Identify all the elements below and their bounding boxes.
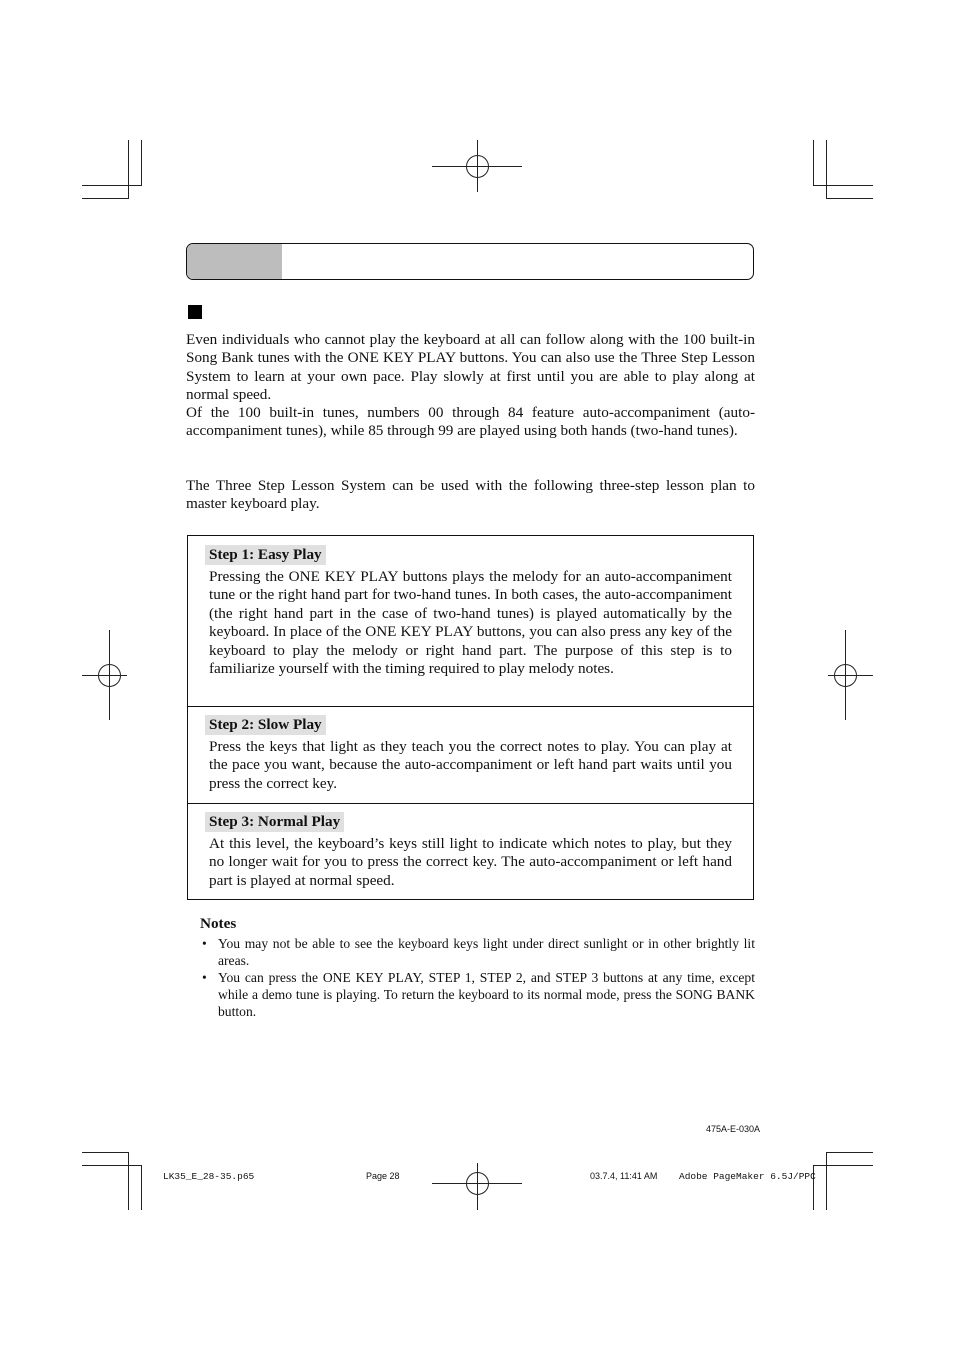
intro-paragraph-3: The Three Step Lesson System can be used with the following three-step lesson plan to master keyboard play.: [186, 477, 755, 513]
footer-datetime: 03.7.4, 11:41 AM: [590, 1171, 658, 1181]
step-3-title: Step 3: Normal Play: [205, 812, 344, 832]
note-text: You can press the ONE KEY PLAY, STEP 1, STEP 2, and STEP 3 buttons at any time, except while a demo tune is playing. To return the keyboard to its normal mode, press the SONG BANK button.: [218, 970, 755, 1019]
intro-paragraph-2: Of the 100 built-in tunes, numbers 00 through 84 feature auto-accompaniment (auto-accompaniment tunes), while 85 through 99 are played using both hands (two-hand tunes).: [186, 404, 755, 440]
step-3-body: At this level, the keyboard’s keys still light to indicate which notes to play, but they no longer wait for you to press the correct key. The auto-accompaniment or left hand part is played at normal speed.: [209, 835, 732, 889]
bullet-icon: •: [202, 970, 207, 985]
note-text: You may not be able to see the keyboard keys light under direct sunlight or in other brightly lit areas.: [218, 936, 755, 968]
step-3-section: [188, 803, 753, 900]
step-1-body: Pressing the ONE KEY PLAY buttons plays the melody for an auto-accompaniment tune or the right hand part for two-hand tunes. In both cases, the auto-accompaniment (the right hand part in the case of two-hand tunes) is played automatically by the keyboard. In place of the ONE KEY PLAY buttons, you can also press any key of the keyboard to play the melody or right hand part. The purpose of this step is to familiarize yourself with the timing required to play melody notes.: [209, 568, 732, 678]
header-bar-shaded-tab: [187, 244, 282, 279]
notes-list: [200, 935, 755, 1020]
notes-heading: Notes: [200, 915, 237, 932]
section-square-marker: [188, 305, 202, 319]
section-header-bar: [186, 243, 754, 280]
lesson-steps-box: [187, 535, 754, 900]
footer-filename: LK35_E_28-35.p65: [163, 1171, 255, 1182]
intro-paragraph-1: Even individuals who cannot play the keyboard at all can follow along with the 100 built-in Song Bank tunes with the ONE KEY PLAY buttons. You can also use the Three Step Lesson System to learn at your own pace. Play slowly at first until you are able to play along at normal speed.: [186, 331, 755, 404]
step-2-section: [188, 706, 753, 803]
document-code: 475A-E-030A: [706, 1124, 761, 1134]
list-item: [200, 969, 755, 1020]
list-item: [200, 935, 755, 969]
footer-application: Adobe PageMaker 6.5J/PPC: [679, 1171, 816, 1182]
step-2-body: Press the keys that light as they teach you the correct notes to play. You can play at the pace you want, because the auto-accompaniment or left hand part waits until you press the correct key.: [209, 738, 732, 792]
footer-page-number: Page 28: [366, 1171, 400, 1181]
step-2-title: Step 2: Slow Play: [205, 715, 326, 735]
bullet-icon: •: [202, 936, 207, 951]
step-1-section: [188, 536, 753, 706]
step-1-title: Step 1: Easy Play: [205, 545, 326, 565]
